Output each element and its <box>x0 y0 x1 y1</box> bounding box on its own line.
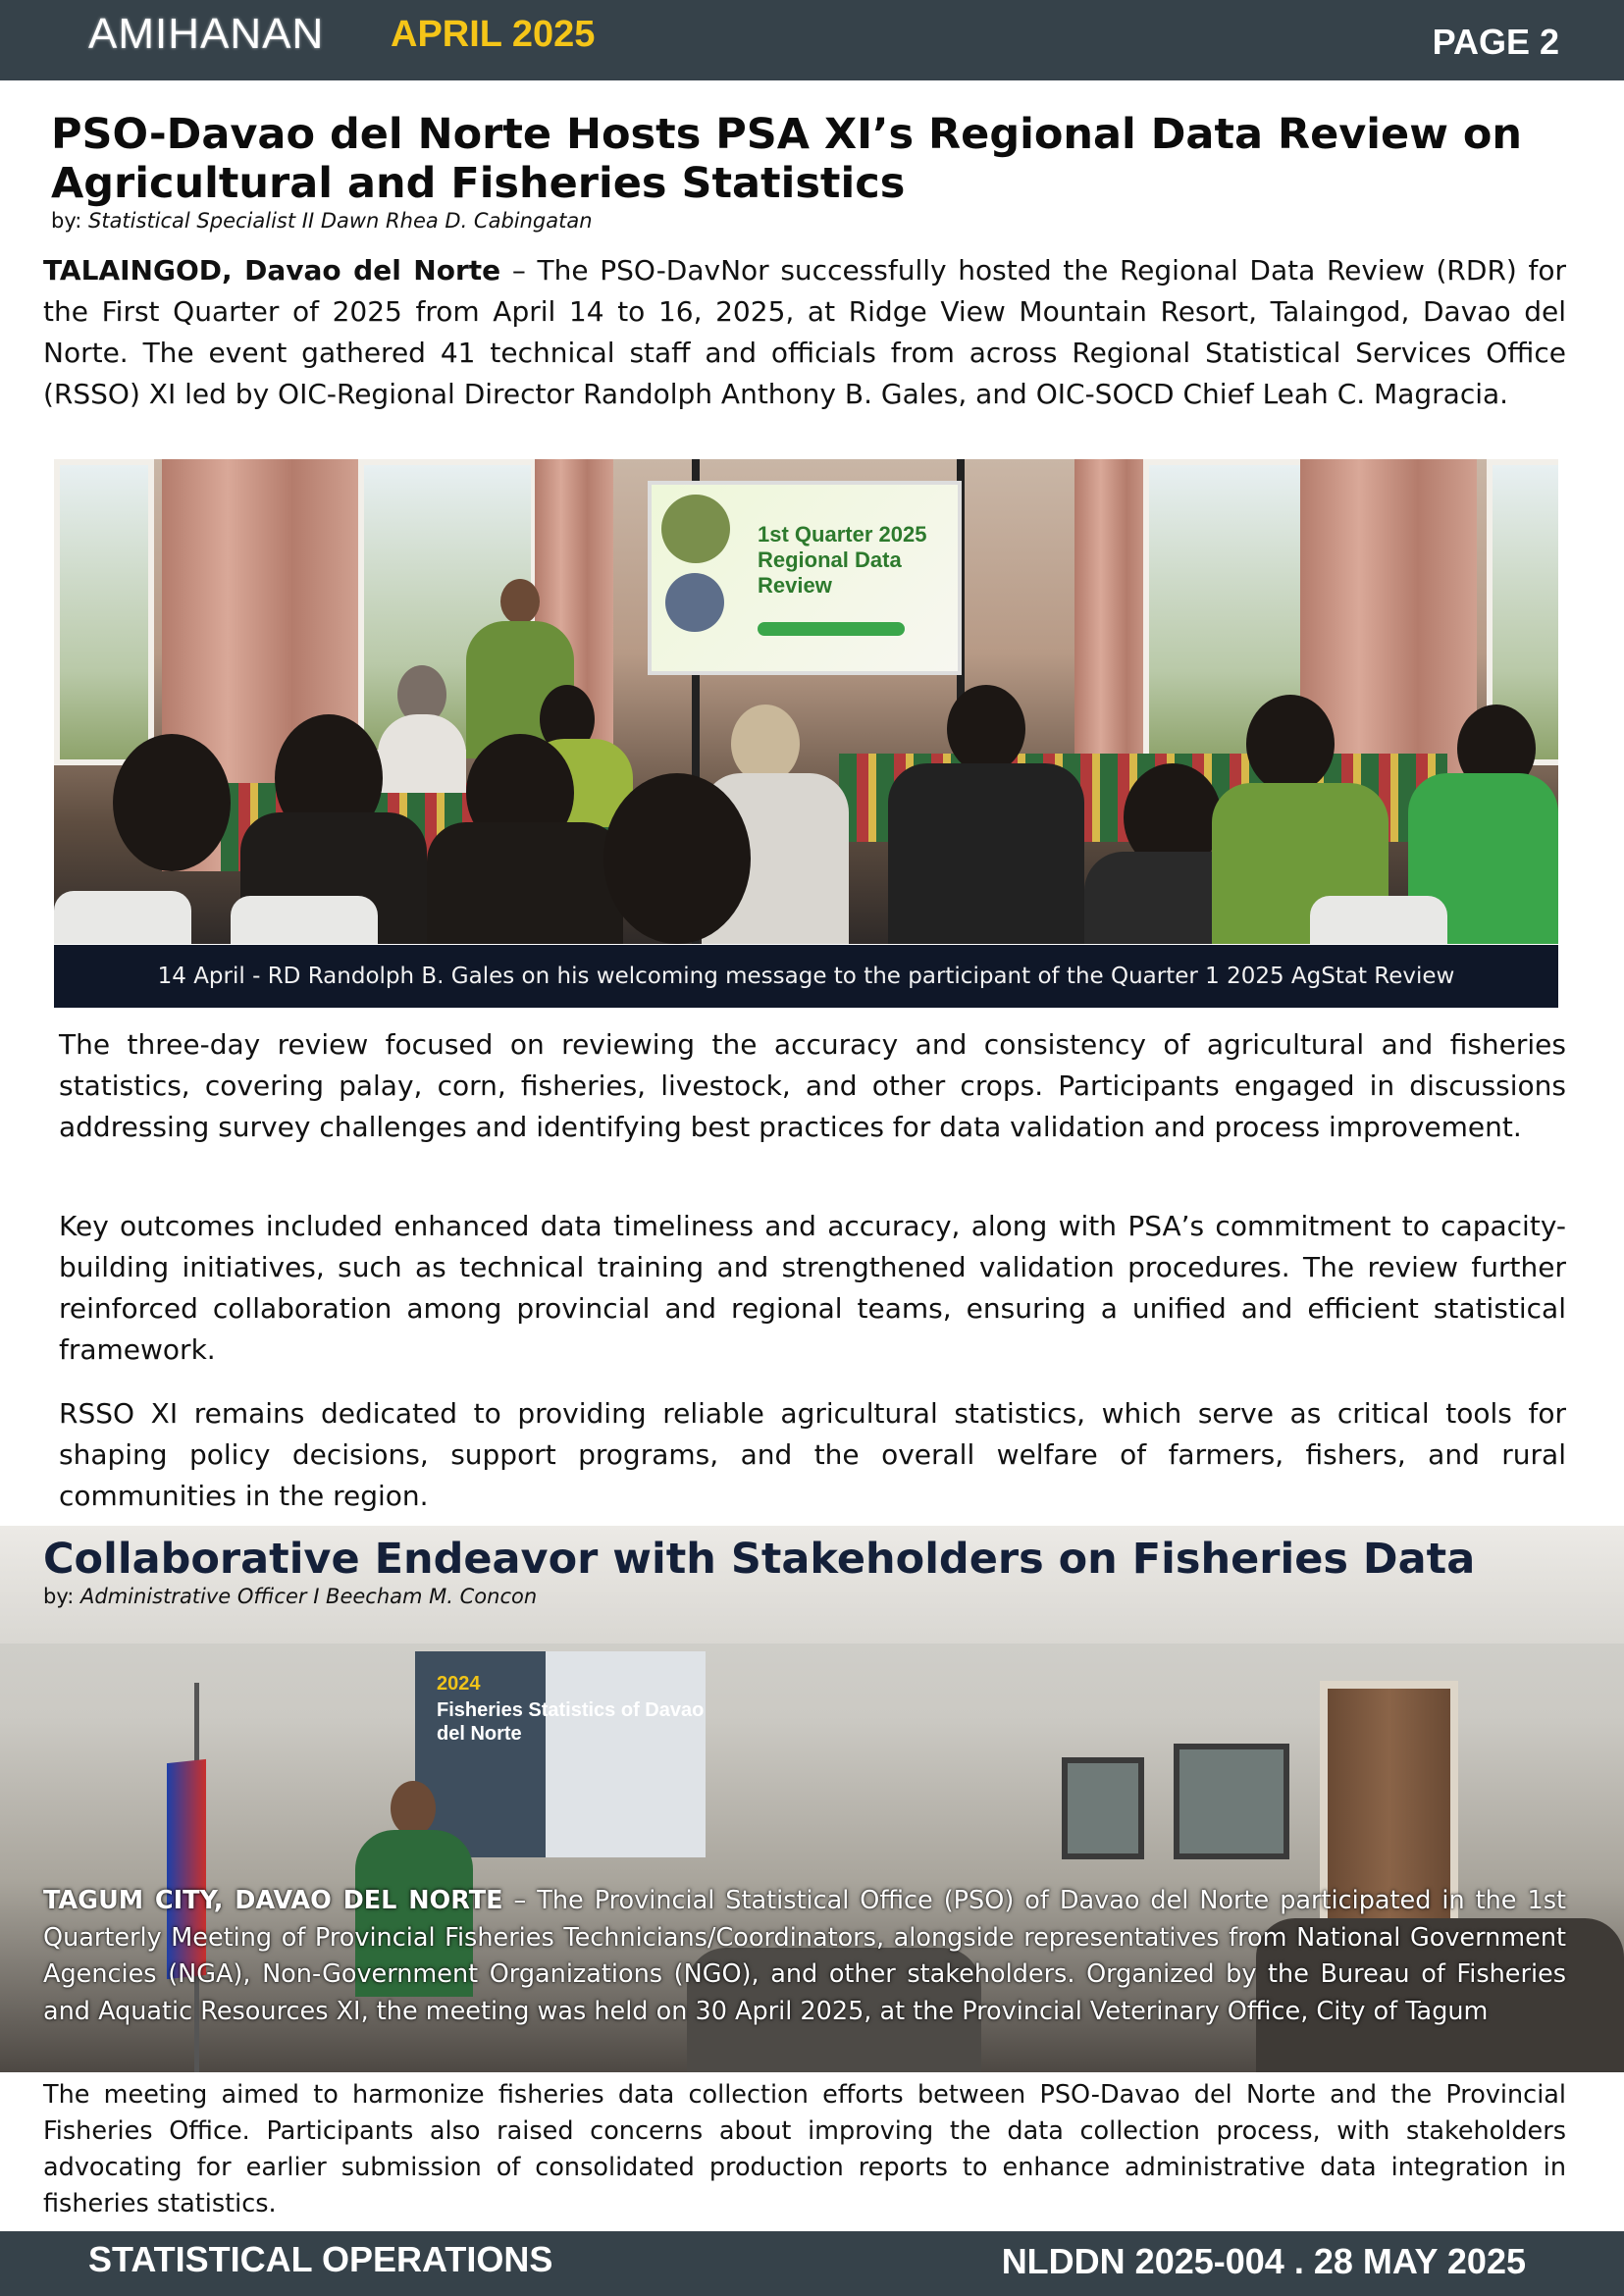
chair <box>1310 896 1447 944</box>
wall-window <box>1062 1757 1144 1859</box>
article2-byline <box>43 1585 537 1608</box>
audience-shirt <box>888 763 1084 944</box>
article2-lead-paragraph <box>43 1883 1566 2030</box>
screen-title: 1st Quarter 2025 Regional Data Review <box>758 522 927 598</box>
byline-author: Statistical Specialist II Dawn Rhea D. Cabingatan <box>88 209 593 233</box>
chair <box>231 896 378 944</box>
document-id: NLDDN 2025-004 . 28 MAY 2025 <box>1001 2241 1526 2281</box>
article2-title: Collaborative Endeavor with Stakeholders on Fisheries Data <box>43 1535 1476 1584</box>
article2-closing-paragraph: The meeting aimed to harmonize fisheries data collection efforts between PSO-Davao del Norte and the Provincial Fisheries Office. Participants also raised concerns about improving the data collection process, with stakeholders advocating for earlier submission of consolidated production reports to enhance administrative data integration in fisheries statistics. <box>43 2080 1566 2218</box>
article1-lead-paragraph <box>43 250 1566 415</box>
article1-photo-caption: 14 April - RD Randolph B. Gales on his welcoming message to the participant of the Quarter 1 2025 AgStat Review <box>54 945 1558 1008</box>
projection-screen <box>415 1651 706 1857</box>
window <box>54 459 154 765</box>
chair <box>54 891 191 944</box>
audience-head <box>1246 695 1335 793</box>
article2-lead-text: – The Provincial Statistical Office (PSO) of Davao del Norte participated in the 1st Quarterly Meeting of Provincial Fisheries Technicians/Coordinators, alongside representatives from National Government Agencies (NGA), Non-Government Organizations (NGO), and other stakeholders. Organized by the Bureau of Fisheries and Aquatic Resources XI, the meeting was held on 30 April 2025, at the Provincial Veterinary Office, City of Tagum <box>43 1886 1566 2026</box>
byline-author: Administrative Officer I Beecham M. Concon <box>80 1585 538 1608</box>
section-name: STATISTICAL OPERATIONS <box>88 2239 553 2279</box>
issue-date: APRIL 2025 <box>391 14 596 55</box>
page-number: PAGE 2 <box>1432 22 1559 62</box>
audience-shirt <box>427 822 623 944</box>
article1-paragraph: RSSO XI remains dedicated to providing reliable agricultural statistics, which serve as critical tools for shaping policy decisions, support programs, and the overall welfare of farmers, fishers, and rural communities in the region. <box>59 1397 1566 1512</box>
page-header <box>0 0 1624 80</box>
newsletter-brand: AMIHANAN <box>88 10 325 58</box>
screen-graphic <box>665 573 724 632</box>
page-footer <box>0 2231 1624 2296</box>
article1-byline <box>51 209 593 233</box>
article1-title: PSO-Davao del Norte Hosts PSA XI’s Regional Data Review on Agricultural and Fisheries Statistics <box>51 110 1523 208</box>
speaker-head <box>391 1781 436 1836</box>
audience-shirt <box>378 714 466 793</box>
screen-label-bar <box>758 622 905 636</box>
article1-dateline: TALAINGOD, Davao del Norte <box>43 254 501 287</box>
screen-title: Fisheries Statistics of Davao del Norte <box>437 1699 705 1745</box>
article1-paragraph: Key outcomes included enhanced data timeliness and accuracy, along with PSA’s commitment to capacity-building initiatives, such as technical training and strengthened validation procedures. The review further reinforced collaboration among provincial and regional teams, ensuring a unified and efficient statistical framework. <box>59 1210 1566 1366</box>
article2-dateline: TAGUM CITY, DAVAO DEL NORTE <box>43 1886 503 1915</box>
wall-window <box>1174 1744 1289 1859</box>
audience-head <box>603 773 751 944</box>
article1-lead-text: – The PSO-DavNor successfully hosted the Regional Data Review (RDR) for the First Quarter of 2025 from April 14 to 16, 2025, at Ridge View Mountain Resort, Talaingod, Davao del Norte. The event gathered 41 technical staff and officials from across Regional Statistical Services Office (RSSO) XI led by OIC-Regional Director Randolph Anthony B. Gales, and OIC-SOCD Chief Leah C. Magracia. <box>43 254 1566 410</box>
speaker-head <box>500 579 540 624</box>
projection-screen <box>648 481 962 675</box>
audience-head <box>731 704 800 783</box>
screen-graphic <box>661 495 730 563</box>
screen-year: 2024 <box>437 1673 481 1695</box>
audience-head <box>113 734 231 871</box>
byline-prefix: by: <box>51 209 82 233</box>
article1-paragraph: The three-day review focused on reviewing the accuracy and consistency of agricultural and fisheries statistics, covering palay, corn, fisheries, livestock, and other crops. Participants engaged in discussions addressing survey challenges and identifying best practices for data validation and process improvement. <box>59 1028 1566 1143</box>
audience-head <box>947 685 1025 773</box>
byline-prefix: by: <box>43 1585 75 1608</box>
article1-photo <box>54 459 1558 944</box>
